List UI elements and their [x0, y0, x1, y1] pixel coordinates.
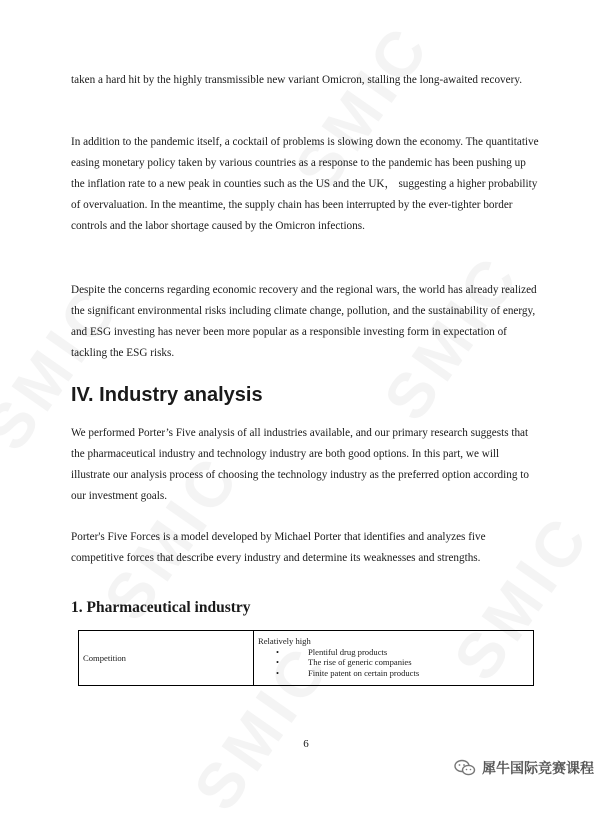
section-heading: IV. Industry analysis	[71, 384, 263, 406]
list-item: • Finite patent on certain products	[258, 668, 529, 679]
porter-forces-table	[78, 630, 534, 686]
page-number: 6	[303, 738, 309, 750]
subsection-heading: 1. Pharmaceutical industry	[71, 599, 251, 616]
brand-watermark	[454, 758, 594, 778]
paragraph: Despite the concerns regarding economic recovery and the regional wars, the world has already realized the significant environmental risks including climate change, pollution, and the sustainability of energy, and ESG investing has never been more popular as a responsible investing form in expectation of tackling the ESG risks.	[71, 284, 537, 359]
wechat-icon	[454, 759, 476, 777]
bullet-list	[258, 647, 529, 679]
paragraph: In addition to the pandemic itself, a cocktail of problems is slowing down the economy. The quantitative easing monetary policy taken by various countries as a response to the pandemic has been pushing up the inflation rate to a new peak in counties such as the US and the UK， suggesting a higher probability of overvaluation. In the meantime, the supply chain has been interrupted by the ever-tighter border controls and the labor shortage caused by the Omicron infections.	[71, 136, 539, 232]
paragraph: Porter's Five Forces is a model developed by Michael Porter that identifies and analyzes five competitive forces that describe every industry and determine its weaknesses and strengths.	[71, 531, 486, 564]
paragraph: We performed Porter’s Five analysis of all industries available, and our primary research suggests that the pharmaceutical industry and technology industry are both good options. In this part, we will illustrate our analysis process of choosing the technology industry as the preferred option according to our investment goals.	[71, 427, 529, 502]
force-level: Relatively high	[258, 636, 311, 646]
force-description-cell	[254, 631, 534, 686]
list-item: • The rise of generic companies	[258, 657, 529, 668]
list-item: • Plentiful drug products	[258, 647, 529, 658]
force-name-cell: Competition	[79, 631, 254, 686]
table-row	[79, 631, 534, 686]
brand-name: 犀牛国际竞赛课程	[482, 761, 594, 777]
paragraph: taken a hard hit by the highly transmissible new variant Omicron, stalling the long-awaited recovery.	[71, 74, 522, 86]
